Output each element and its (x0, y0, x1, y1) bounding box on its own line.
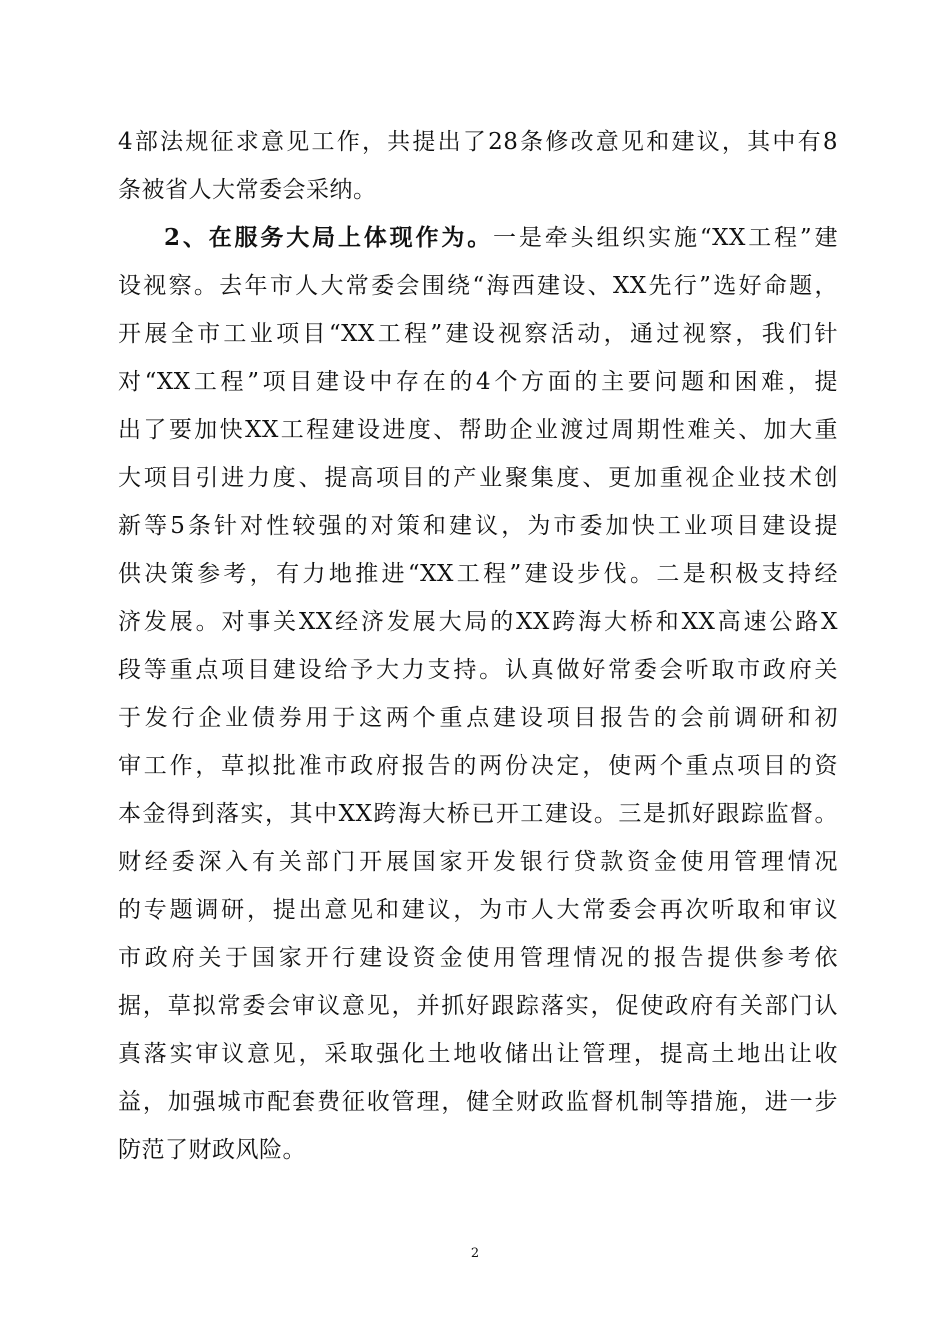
text-line: 防范了财政风险。 (118, 1137, 306, 1163)
text-line: 设视察。去年市人大常委会围绕“海西建设、XX先行”选好命题， (118, 273, 838, 299)
text-line: 济发展。对事关XX经济发展大局的XX跨海大桥和XX高速公路X (118, 609, 838, 635)
body-text (118, 118, 838, 1174)
section-lead-text: 一是牵头组织实施“XX工程”建 (493, 225, 838, 251)
text-line: 财经委深入有关部门开展国家开发银行贷款资金使用管理情况 (118, 849, 838, 875)
text-line: 段等重点项目建设给予大力支持。认真做好常委会听取市政府关 (118, 657, 838, 683)
text-line: 于发行企业债券用于这两个重点建设项目报告的会前调研和初 (118, 705, 838, 731)
text-line: 益，加强城市配套费征收管理，健全财政监督机制等措施，进一步 (118, 1089, 838, 1115)
text-line: 审工作，草拟批准市政府报告的两份决定，使两个重点项目的资 (118, 753, 838, 779)
text-line: 大项目引进力度、提高项目的产业聚集度、更加重视企业技术创 (118, 465, 838, 491)
text-line: 开展全市工业项目“XX工程”建设视察活动，通过视察，我们针 (118, 321, 838, 347)
text-line: 市政府关于国家开行建设资金使用管理情况的报告提供参考依 (118, 945, 838, 971)
text-line: 新等5条针对性较强的对策和建议，为市委加快工业项目建设提 (118, 513, 838, 539)
text-line: 4部法规征求意见工作，共提出了28条修改意见和建议，其中有8 (118, 129, 838, 155)
text-line: 本金得到落实，其中XX跨海大桥已开工建设。三是抓好跟踪监督。 (118, 801, 838, 827)
text-line: 真落实审议意见，采取强化土地收储出让管理，提高土地出让收 (118, 1041, 838, 1067)
page-number: 2 (470, 1246, 480, 1261)
section-line (118, 214, 838, 262)
text-line: 出了要加快XX工程建设进度、帮助企业渡过周期性难关、加大重 (118, 417, 838, 443)
text-line: 据，草拟常委会审议意见，并抓好跟踪落实，促使政府有关部门认 (118, 993, 838, 1019)
section-heading: 2、在服务大局上体现作为。 (164, 224, 494, 251)
text-line: 条被省人大常委会采纳。 (118, 177, 377, 203)
text-line: 供决策参考，有力地推进“XX工程”建设步伐。二是积极支持经 (118, 561, 838, 587)
text-line: 对“XX工程”项目建设中存在的4个方面的主要问题和困难，提 (118, 369, 838, 395)
text-line: 的专题调研，提出意见和建议，为市人大常委会再次听取和审议 (118, 897, 838, 923)
